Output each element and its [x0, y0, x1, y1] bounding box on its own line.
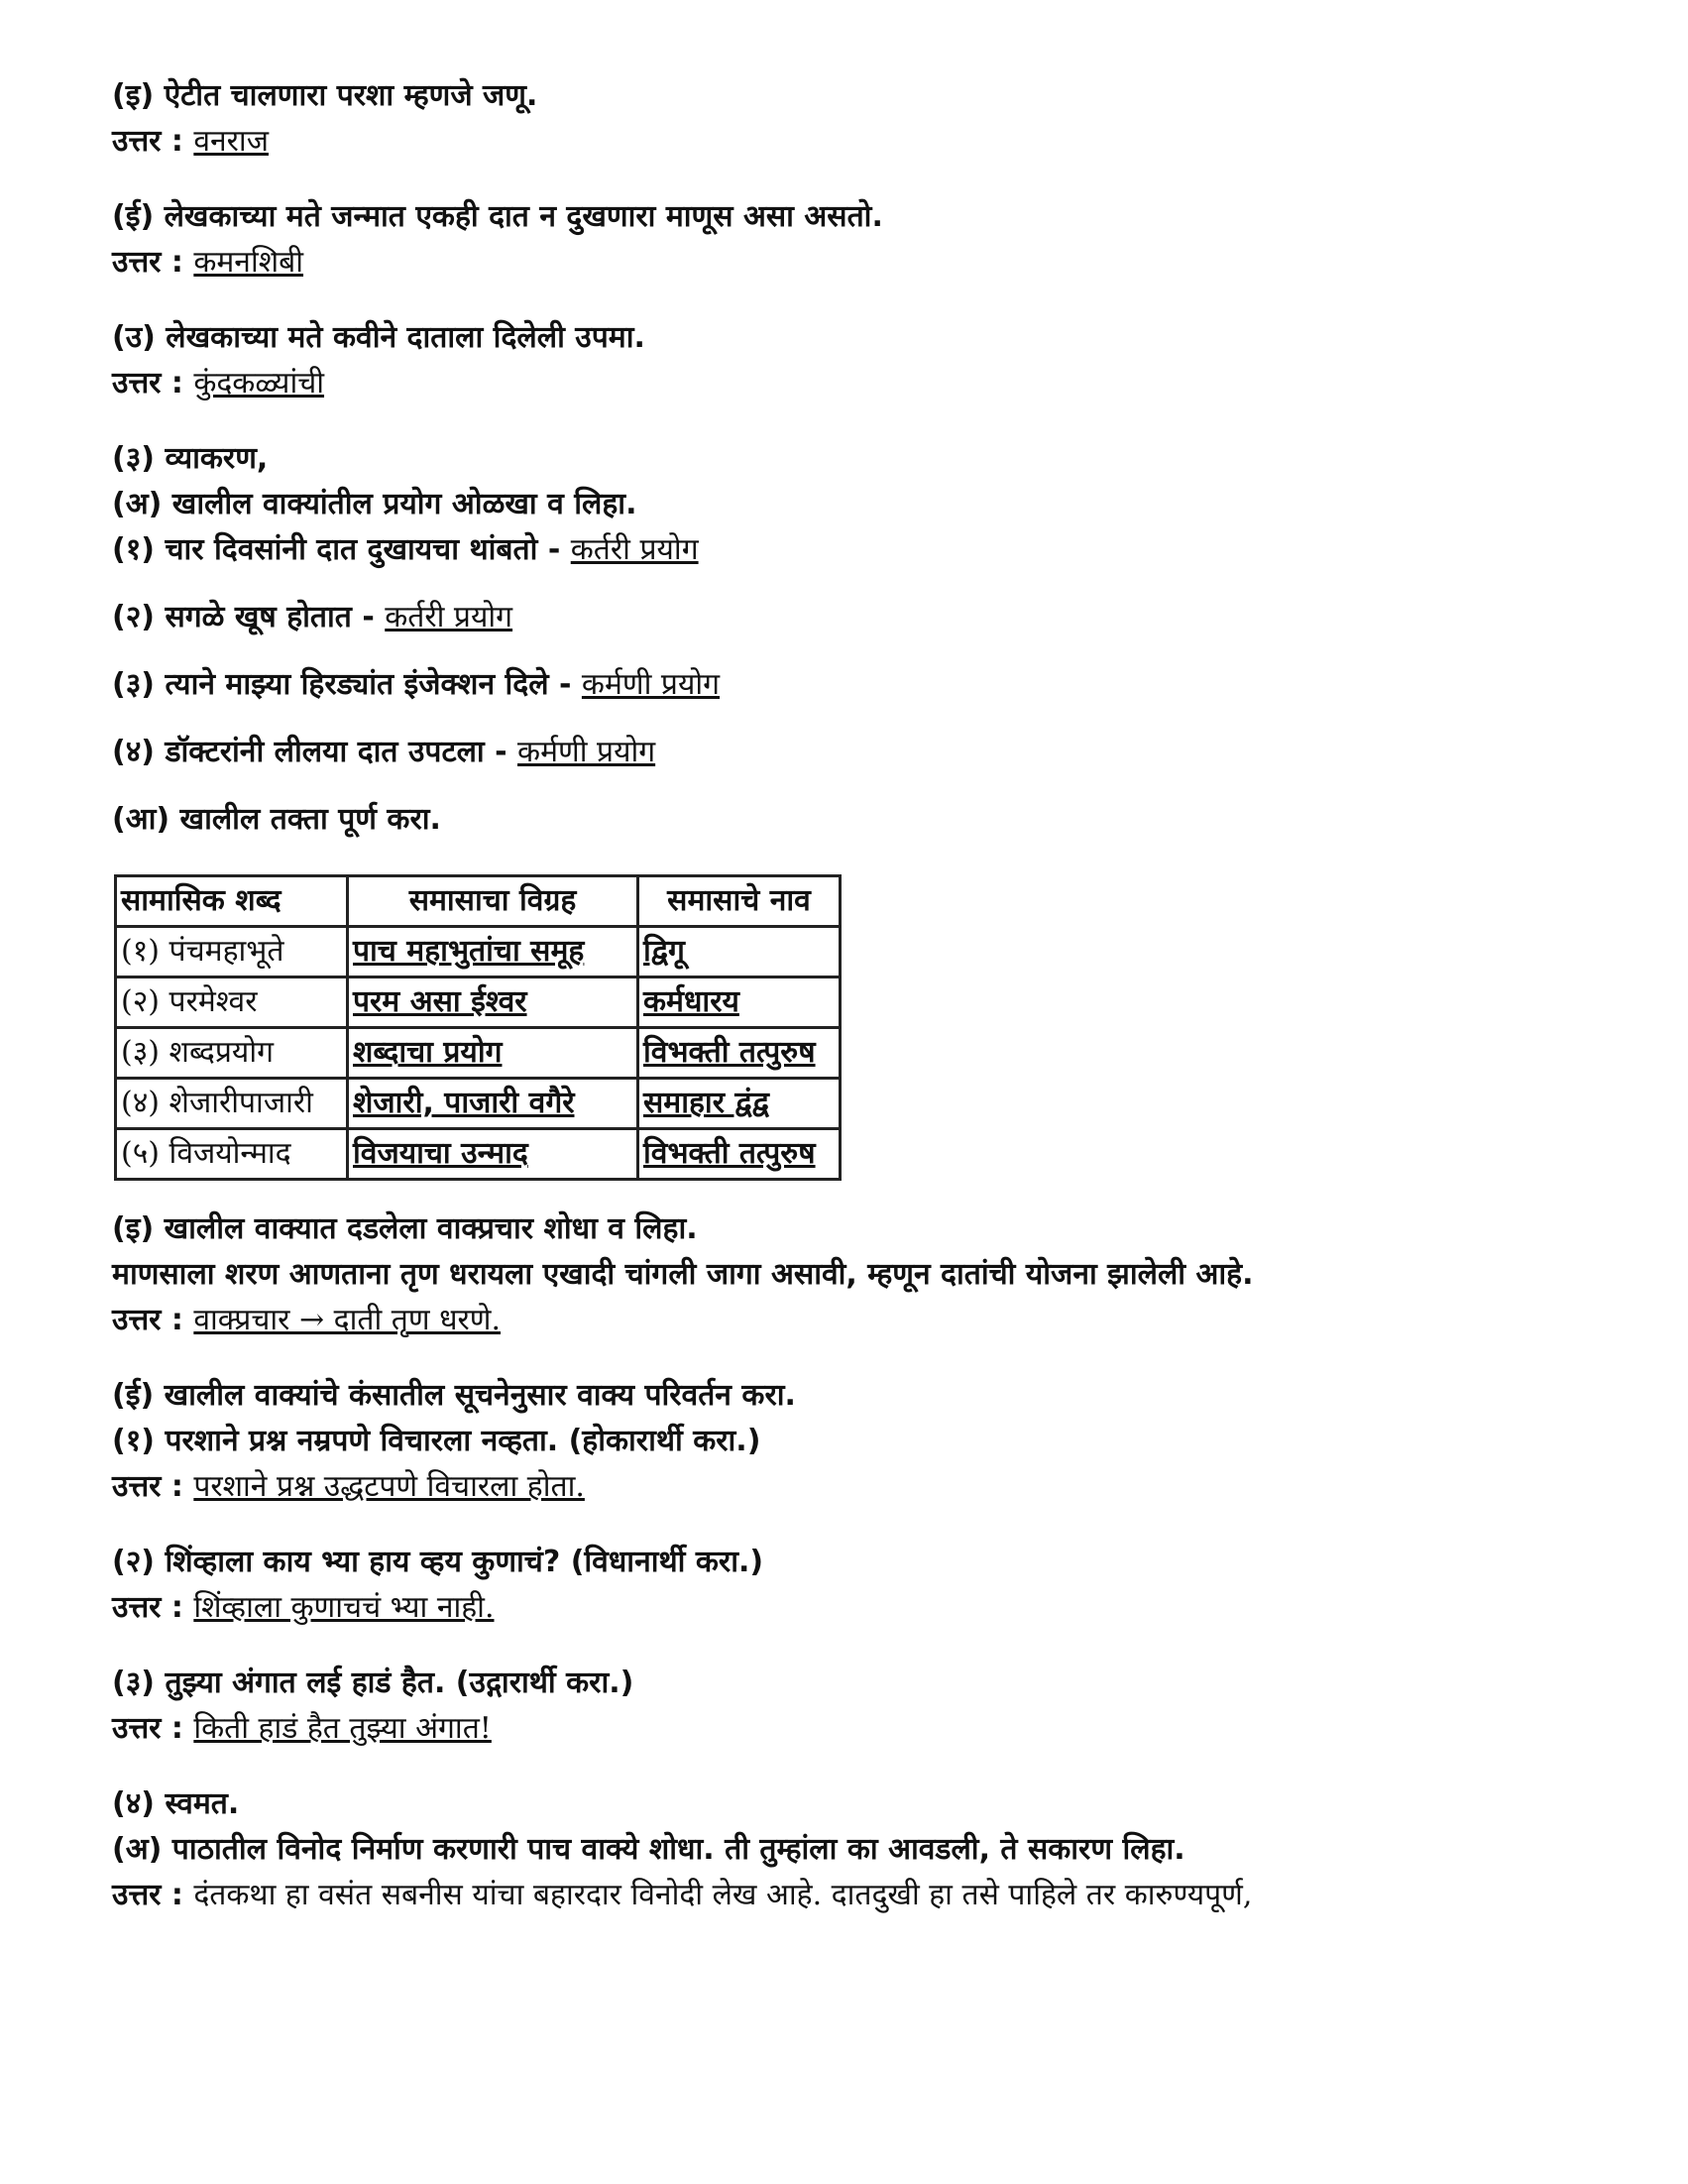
- answer-value: शिंव्हाला कुणाचचं भ्या नाही.: [193, 1590, 495, 1625]
- table-cell-vigraha: पाच महाभुतांचा समूह: [348, 927, 638, 977]
- opinion-heading: (४) स्वमत.: [112, 1786, 240, 1821]
- table-cell-vigraha: परम असा ईश्वर: [348, 977, 638, 1028]
- prayog-item: (३) त्याने माझ्या हिरड्यांत इंजेक्शन दिले - कर्मणी प्रयोग: [112, 667, 721, 702]
- answer-value: परशाने प्रश्न उद्धटपणे विचारला होता.: [193, 1469, 585, 1504]
- samas-table: [114, 874, 842, 1181]
- idiom-sentence: माणसाला शरण आणताना तृण धरायला एखादी चांगली जागा असावी, म्हणून दातांची योजना झालेली आहे.: [112, 1257, 1254, 1292]
- prayog-item: (१) चार दिवसांनी दात दुखायचा थांबतो - कर्तरी प्रयोग: [112, 532, 699, 567]
- table-cell-naav: विभक्ती तत्पुरुष: [638, 1129, 841, 1180]
- idiom-question: (इ) खालील वाक्यात दडलेला वाक्प्रचार शोधा व लिहा.: [112, 1211, 698, 1246]
- prayog-answer: कर्मणी प्रयोग: [517, 735, 656, 769]
- table-cell-word: (४) शेजारीपाजारी: [116, 1079, 348, 1129]
- question-i: (इ) ऐटीत चालणारा परशा म्हणजे जणू.: [112, 78, 538, 113]
- table-cell-vigraha: शब्दाचा प्रयोग: [348, 1028, 638, 1079]
- answer-ii: [112, 240, 1599, 286]
- table-row: [116, 1079, 841, 1129]
- answer-value: वाक्प्रचार → दाती तृण धरणे.: [193, 1303, 502, 1337]
- transform-answer: [112, 1706, 1599, 1752]
- transform-question: (३) तुझ्या अंगात लई हाडं हैत. (उद्गारार्थी करा.): [112, 1666, 634, 1700]
- table-header-row: [116, 876, 841, 927]
- document-page: [112, 73, 1599, 1918]
- table-cell-vigraha: विजयाचा उन्माद: [348, 1129, 638, 1180]
- table-row: [116, 977, 841, 1028]
- table-cell-vigraha: शेजारी, पाजारी वगैरे: [348, 1079, 638, 1129]
- transform-answer: [112, 1464, 1599, 1510]
- table-cell-naav: समाहार द्वंद्व: [638, 1079, 841, 1129]
- answer-label: उत्तर :: [112, 1878, 194, 1912]
- answer-value: कुंदकळ्यांची: [193, 366, 325, 401]
- table-row: [116, 1028, 841, 1079]
- table-cell-word: (२) परमेश्वर: [116, 977, 348, 1028]
- table-header: समासाचे नाव: [638, 876, 841, 927]
- table-header: समासाचा विग्रह: [348, 876, 638, 927]
- prayog-answer: कर्तरी प्रयोग: [385, 600, 513, 634]
- answer-value: किती हाडं हैत तुझ्या अंगात!: [193, 1711, 492, 1746]
- table-cell-naav: कर्मधारय: [638, 977, 841, 1028]
- grammar-a-heading: (अ) खालील वाक्यांतील प्रयोग ओळखा व लिहा.: [112, 487, 637, 521]
- table-cell-naav: विभक्ती तत्पुरुष: [638, 1028, 841, 1079]
- transform-question: (२) शिंव्हाला काय भ्या हाय व्हय कुणाचं? (विधानार्थी करा.): [112, 1545, 764, 1579]
- question-u: (उ) लेखकाच्या मते कवीने दाताला दिलेली उपमा.: [112, 320, 645, 355]
- transform-question: (१) परशाने प्रश्न नम्रपणे विचारला नव्हता. (होकारार्थी करा.): [112, 1424, 761, 1458]
- prayog-item: (२) सगळे खूष होतात - कर्तरी प्रयोग: [112, 600, 513, 634]
- transform-answer: [112, 1585, 1599, 1631]
- grammar-aa-heading: (आ) खालील तक्ता पूर्ण करा.: [112, 802, 441, 837]
- answer-text: दंतकथा हा वसंत सबनीस यांचा बहारदार विनोदी लेख आहे. दातदुखी हा तसे पाहिले तर कारुण्यपूर्ण,: [193, 1878, 1253, 1912]
- table-row: [116, 927, 841, 977]
- answer-label: उत्तर :: [112, 1590, 194, 1625]
- idiom-answer: [112, 1298, 1599, 1343]
- answer-label: उत्तर :: [112, 1711, 194, 1746]
- table-header: सामासिक शब्द: [116, 876, 348, 927]
- grammar-heading: (३) व्याकरण,: [112, 441, 269, 476]
- table-cell-word: (३) शब्दप्रयोग: [116, 1028, 348, 1079]
- table-row: [116, 1129, 841, 1180]
- answer-label: उत्तर :: [112, 124, 194, 159]
- question-ii: (ई) लेखकाच्या मते जन्मात एकही दात न दुखणारा माणूस असा असतो.: [112, 199, 883, 234]
- answer-label: उत्तर :: [112, 1469, 194, 1504]
- prayog-answer: कर्तरी प्रयोग: [570, 532, 699, 567]
- prayog-answer: कर्मणी प्रयोग: [581, 667, 721, 702]
- answer-label: उत्तर :: [112, 1303, 194, 1337]
- table-cell-word: (१) पंचमहाभूते: [116, 927, 348, 977]
- answer-u: [112, 361, 1599, 406]
- opinion-answer: [112, 1873, 1599, 1918]
- opinion-question: (अ) पाठातील विनोद निर्माण करणारी पाच वाक्ये शोधा. ती तुम्हांला का आवडली, ते सकारण लिहा.: [112, 1832, 1185, 1867]
- transform-heading: (ई) खालील वाक्यांचे कंसातील सूचनेनुसार वाक्य परिवर्तन करा.: [112, 1378, 796, 1413]
- answer-label: उत्तर :: [112, 366, 194, 401]
- prayog-item: (४) डॉक्टरांनी लीलया दात उपटला - कर्मणी प्रयोग: [112, 735, 656, 769]
- answer-i: [112, 119, 1599, 165]
- table-cell-word: (५) विजयोन्माद: [116, 1129, 348, 1180]
- answer-value: वनराज: [193, 124, 269, 159]
- answer-label: उत्तर :: [112, 245, 194, 280]
- table-cell-naav: द्विगू: [638, 927, 841, 977]
- answer-value: कमनशिबी: [193, 245, 304, 280]
